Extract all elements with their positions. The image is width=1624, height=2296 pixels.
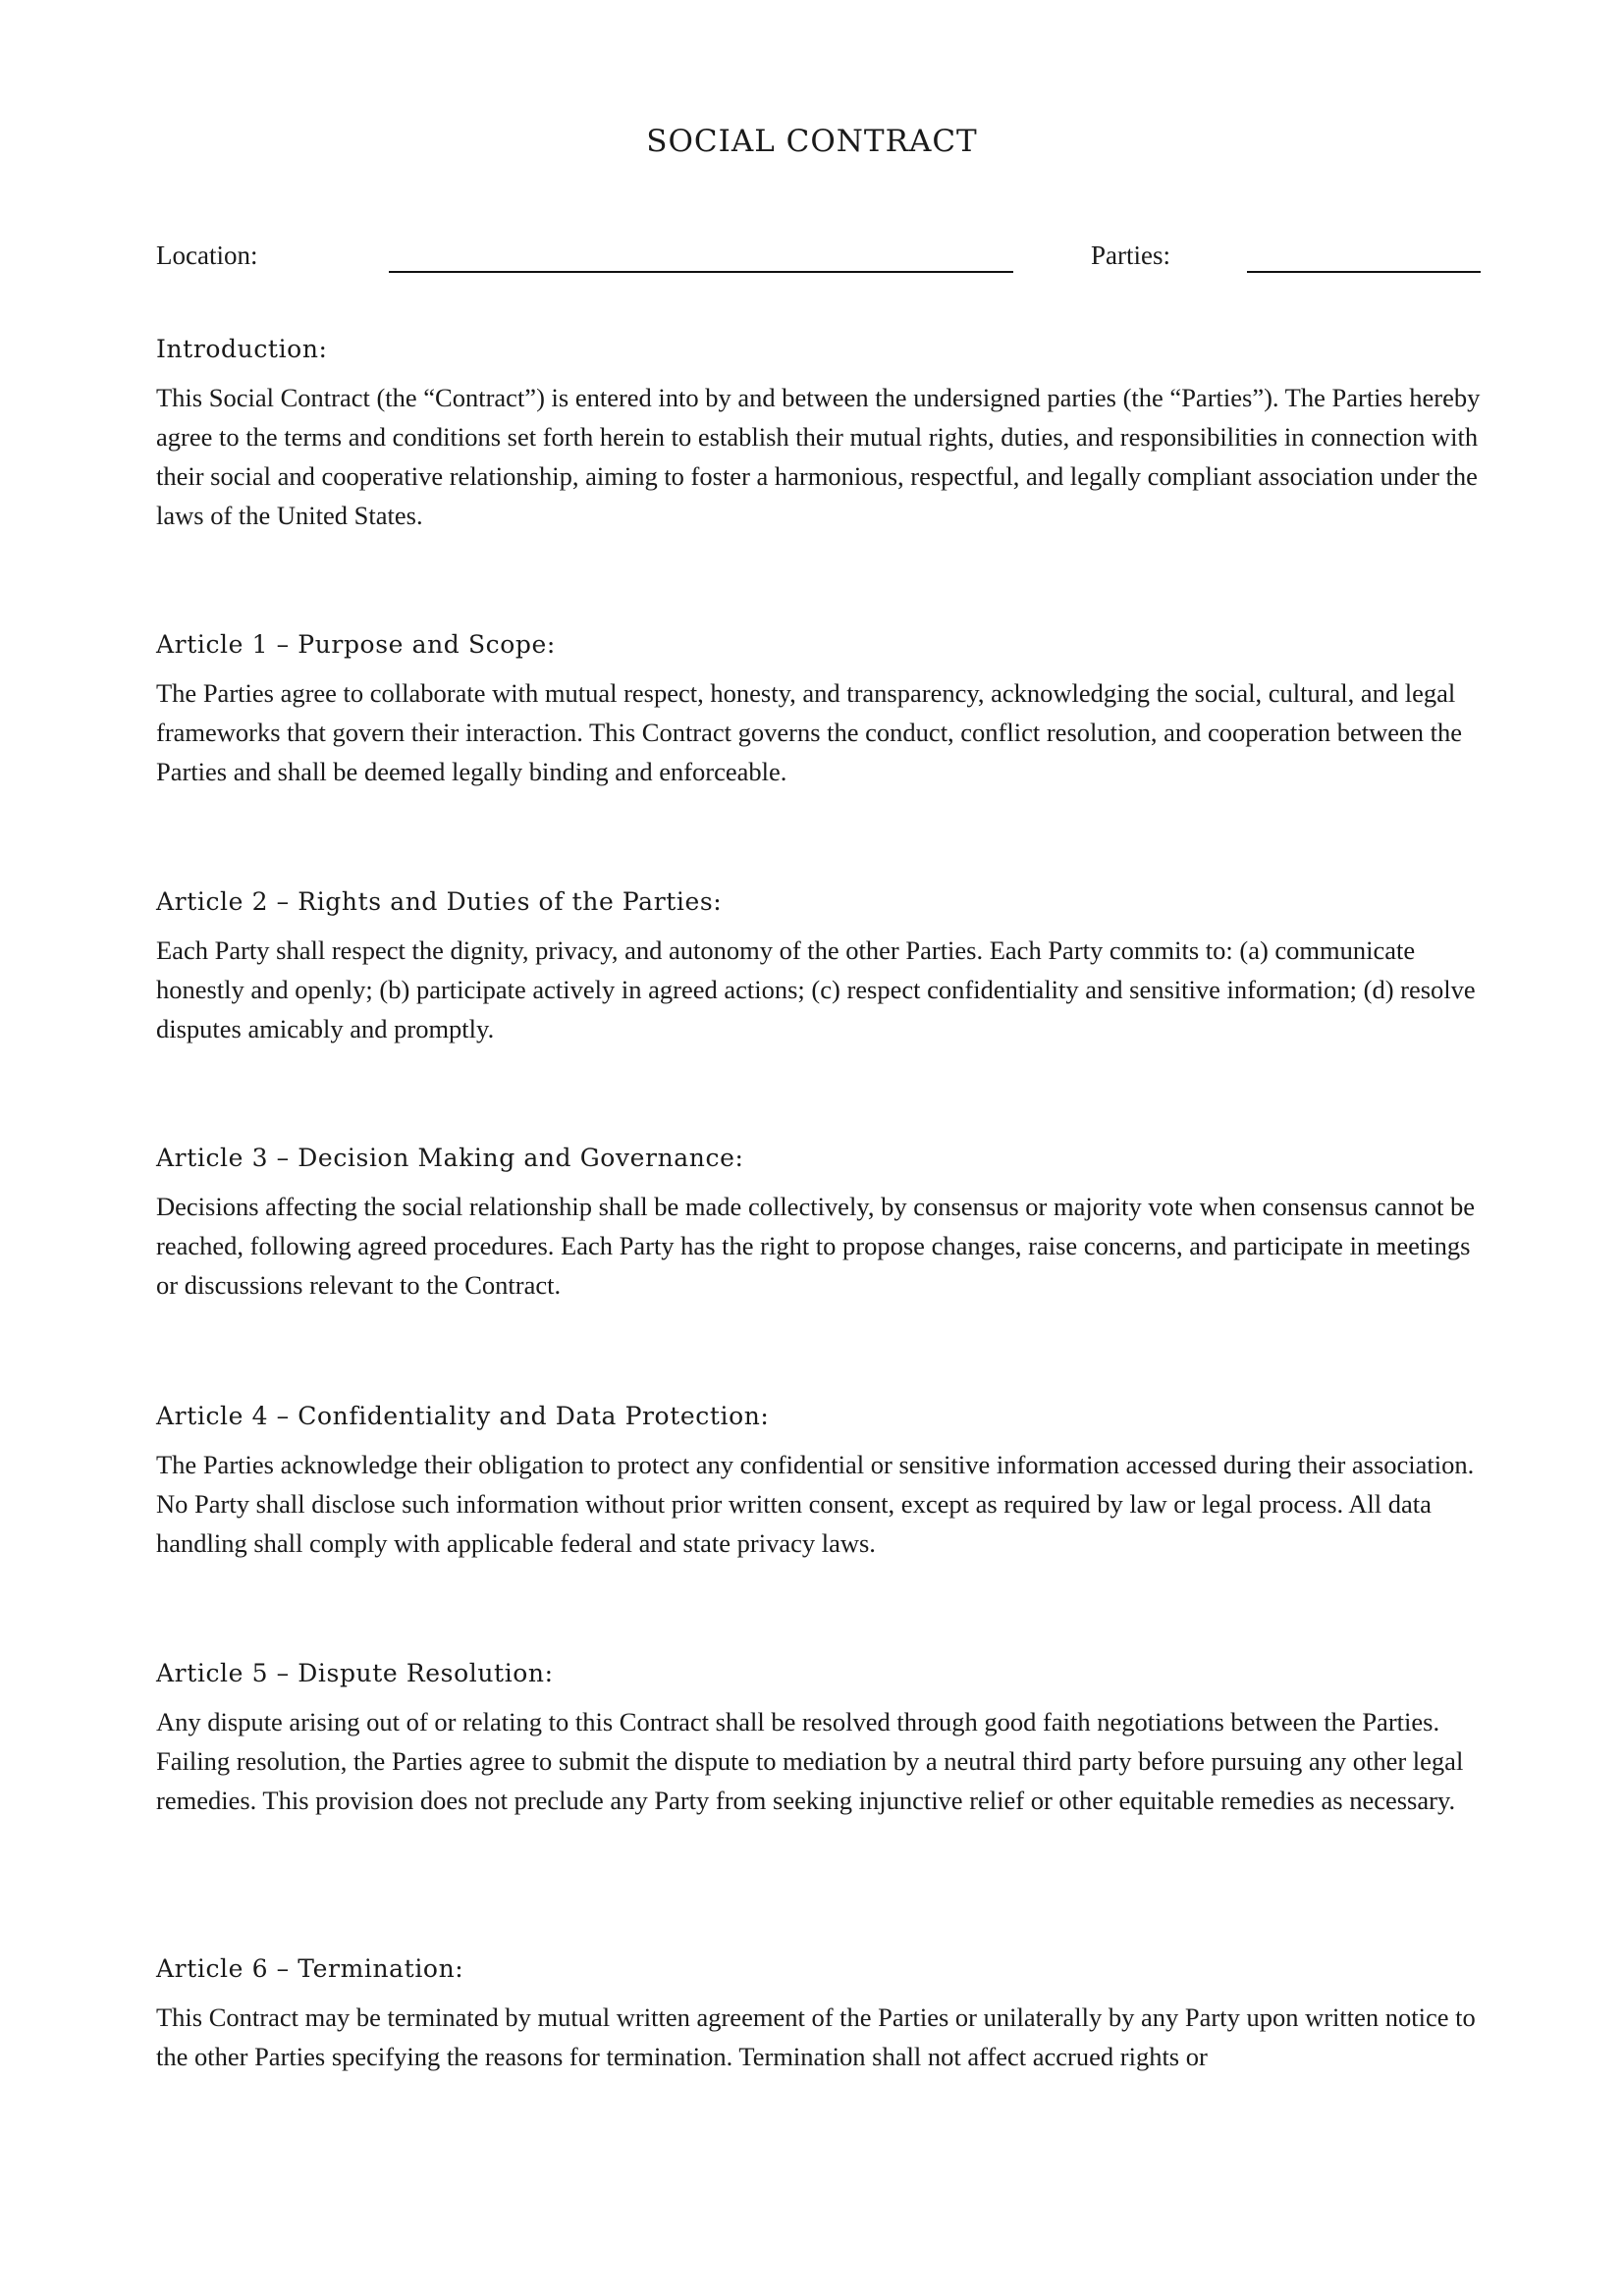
section-body: The Parties agree to collaborate with mutual respect, honesty, and transparency, acknowledging the social, cultural, and legal frameworks that govern their interaction. This Contract governs the conduct, conflict resolution, and cooperation between the Parties and shall be deemed legally binding and enforceable. [156,678,1462,786]
section-heading: Article 3 – Decision Making and Governance: [156,1144,744,1172]
parties-label: Parties: [1091,240,1170,270]
section-article-2 [156,885,1482,1048]
location-label: Location: [156,240,258,270]
section-body: This Social Contract (the “Contract”) is entered into by and between the undersigned parties (the “Parties”). The Parties hereby agree to the terms and conditions set forth herein to establish their mutual rights, duties, and responsibilities in connection with their social and cooperative relationship, aiming to foster a harmonious, respectful, and legally compliant association under the laws of the United States. [156,383,1481,530]
section-heading: Article 4 – Confidentiality and Data Protection: [156,1402,770,1430]
section-body: This Contract may be terminated by mutual written agreement of the Parties or unilaterally by any Party upon written notice to the other Parties specifying the reasons for termination. Termination shall not affect accrued rights or [156,2002,1476,2071]
parties-field[interactable] [1247,271,1481,273]
section-article-6 [156,1952,1482,2076]
document-title: SOCIAL CONTRACT [646,124,978,159]
section-heading: Article 5 – Dispute Resolution: [156,1659,554,1687]
section-body: The Parties acknowledge their obligation to protect any confidential or sensitive information accessed during their association. No Party shall disclose such information without prior written consent, except as required by law or legal process. All data handling shall comply with applicable federal and state privacy laws. [156,1450,1475,1558]
section-article-5 [156,1657,1482,1820]
section-body: Decisions affecting the social relationship shall be made collectively, by consensus or majority vote when consensus cannot be reached, following agreed procedures. Each Party has the right to propose changes, raise concerns, and participate in meetings or discussions relevant to the Contract. [156,1192,1476,1300]
section-body: Any dispute arising out of or relating to this Contract shall be resolved through good faith negotiations between the Parties. Failing resolution, the Parties agree to submit the dispute to mediation by a neutral third party before pursuing any other legal remedies. This provision does not preclude any Party from seeking injunctive relief or other equitable remedies as necessary. [156,1707,1464,1815]
section-heading: Introduction: [156,335,328,363]
section-article-1 [156,628,1482,791]
section-heading: Article 2 – Rights and Duties of the Parties: [156,887,723,916]
section-article-4 [156,1400,1482,1563]
section-article-3 [156,1142,1482,1305]
section-heading: Article 1 – Purpose and Scope: [156,630,556,659]
section-body: Each Party shall respect the dignity, privacy, and autonomy of the other Parties. Each Party commits to: (a) communicate honestly and openly; (b) participate actively in agreed actions; (c) respect confidentiality and sensitive information; (d) resolve disputes amicably and promptly. [156,935,1476,1043]
section-introduction [156,333,1482,535]
section-heading: Article 6 – Termination: [156,1954,464,1983]
location-field[interactable] [389,271,1013,273]
